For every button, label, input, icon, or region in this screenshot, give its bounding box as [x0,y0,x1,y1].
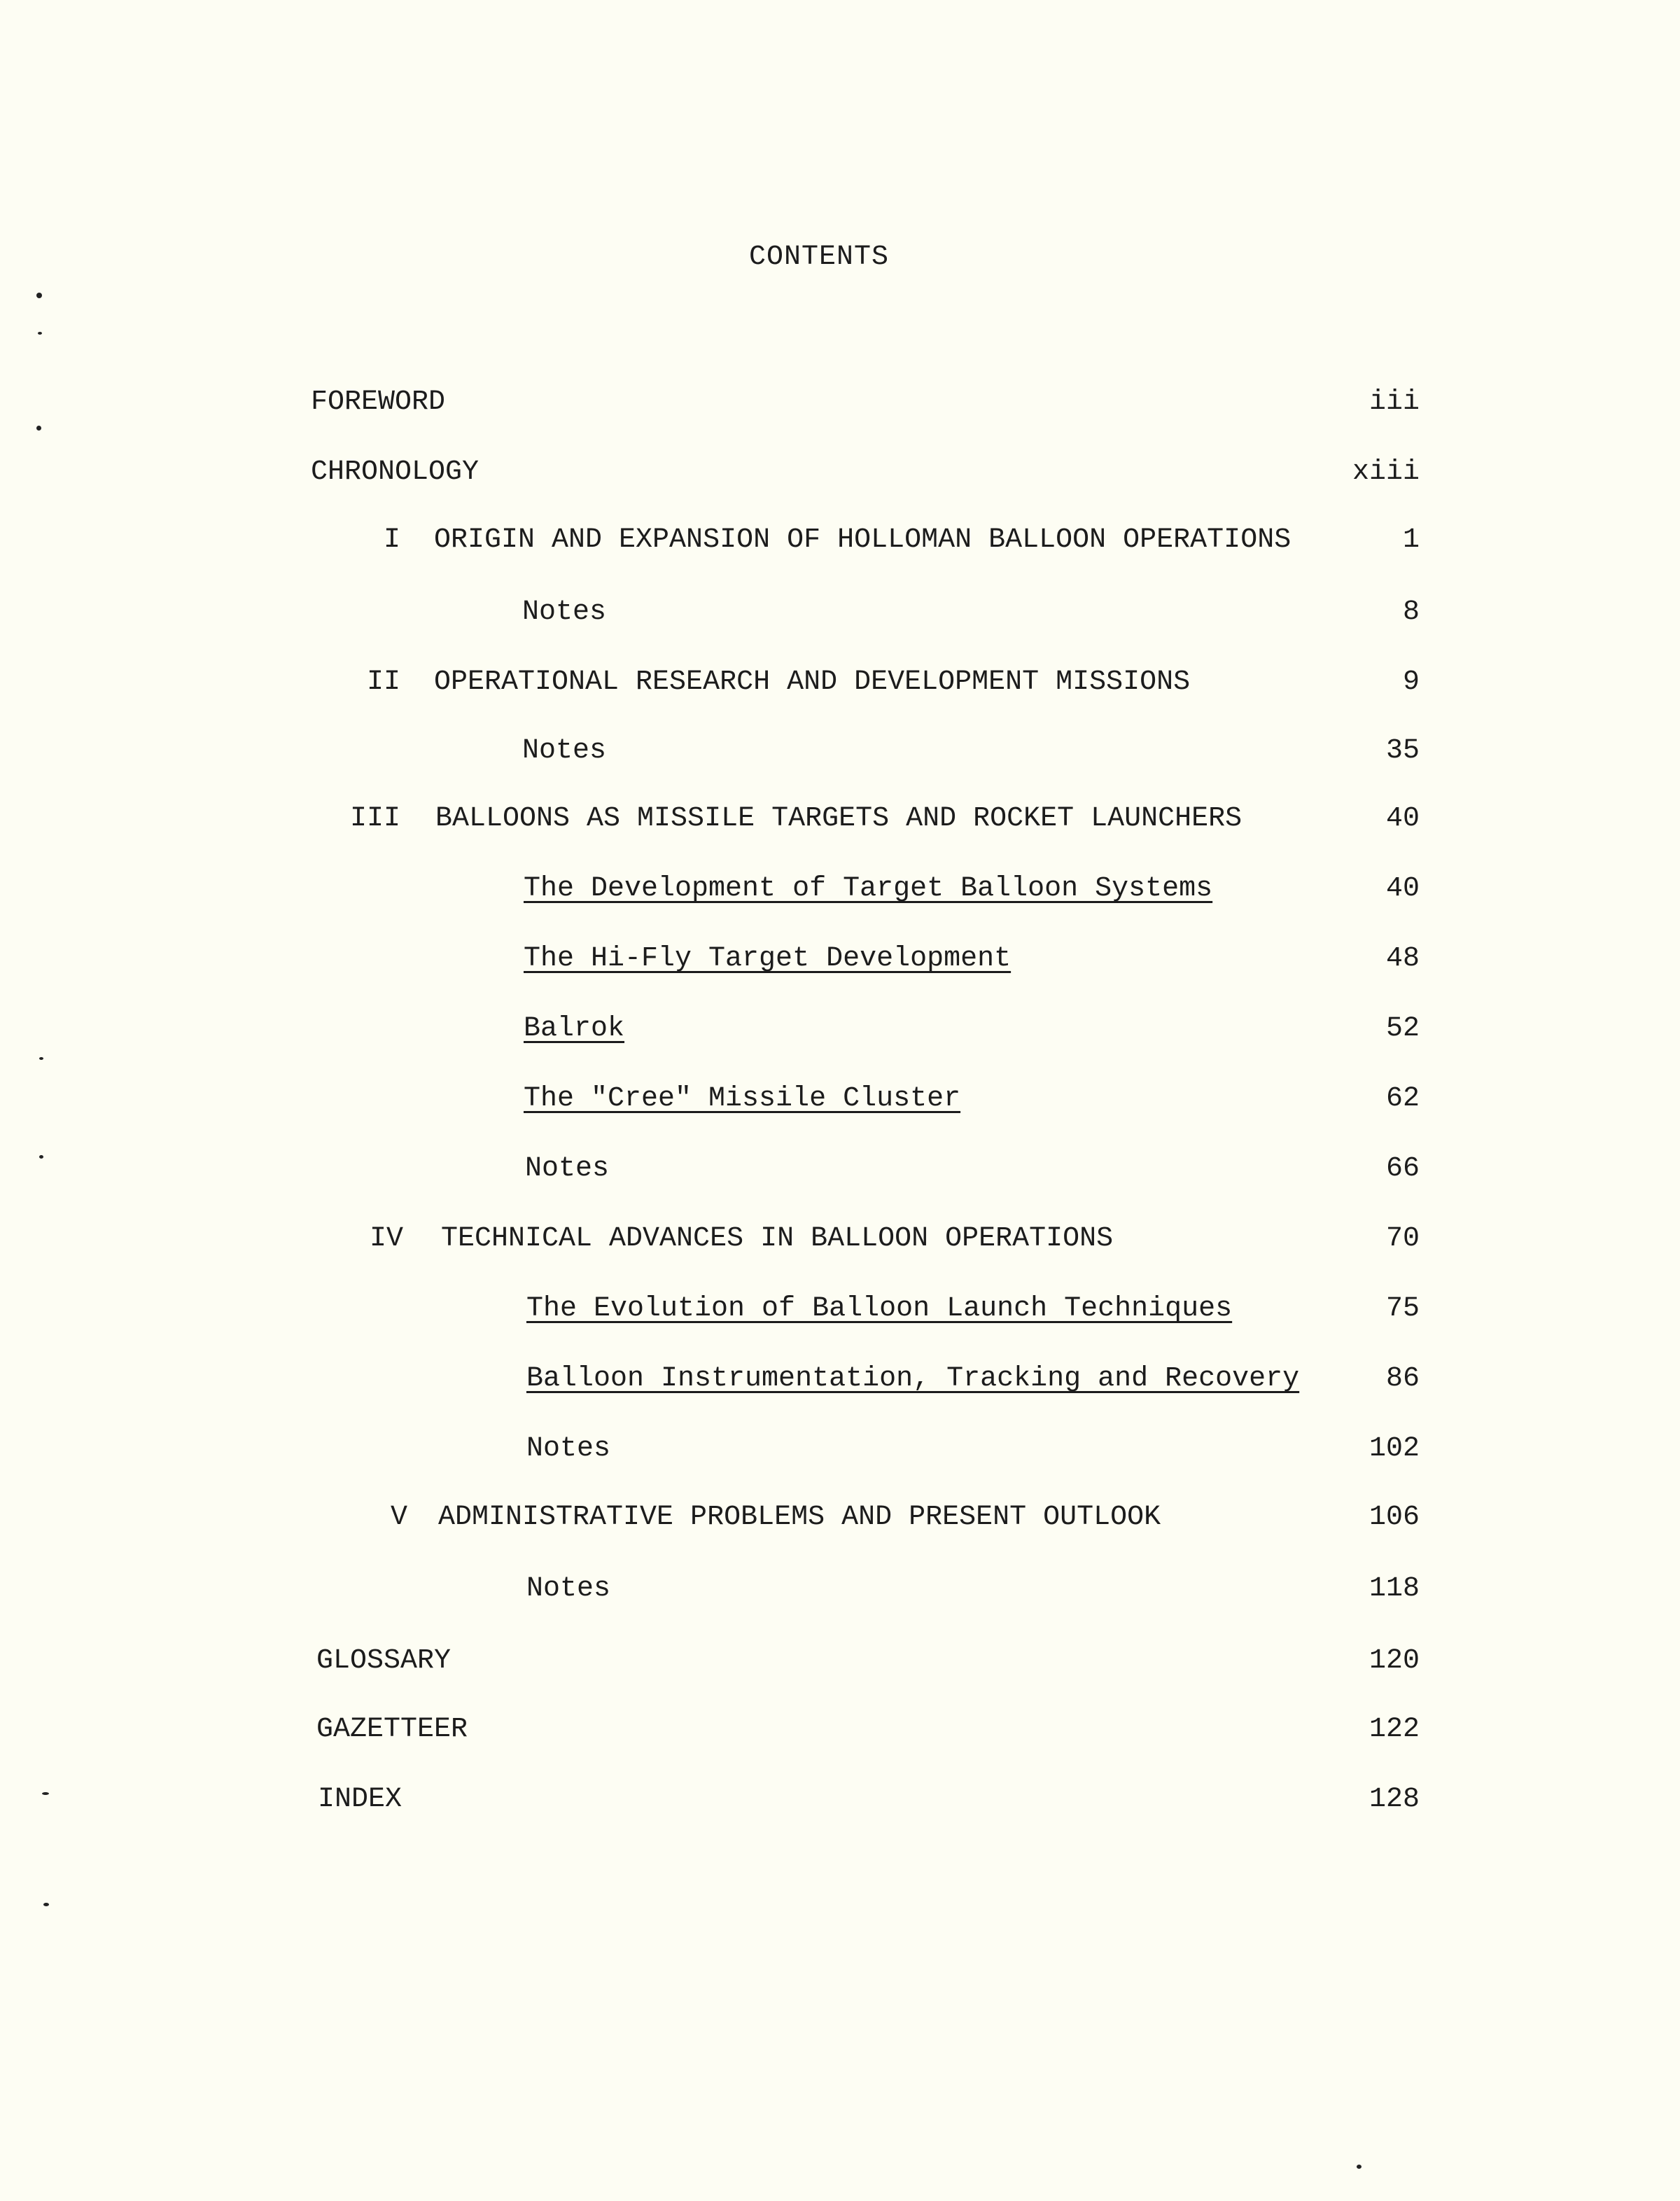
chapter-title: OPERATIONAL RESEARCH AND DEVELOPMENT MISSIONS [434,666,1191,698]
toc-notes-4 [0,1428,1680,1470]
toc-chapter-1 [0,519,1680,561]
toc-section [0,938,1680,980]
notes-label: Notes [522,735,607,767]
toc-entry-label: CHRONOLOGY [311,456,479,488]
notes-label: Notes [526,1573,611,1605]
toc-chapter-4 [0,1218,1680,1260]
scan-speck [36,293,42,298]
section-title: Balrok [524,1013,625,1044]
chapter-number: I [383,524,400,556]
section-title: Balloon Instrumentation, Tracking and Recovery [526,1363,1300,1395]
section-title: The Development of Target Balloon Systems [524,873,1213,904]
toc-entry-page: 35 [1385,735,1420,767]
toc-entry-page: 48 [1385,943,1420,974]
page-title: CONTENTS [748,242,890,273]
toc-chapter-2 [0,662,1680,704]
toc-notes-2 [0,730,1680,772]
toc-entry-page: 70 [1385,1223,1420,1255]
chapter-title: TECHNICAL ADVANCES IN BALLOON OPERATIONS [441,1223,1114,1255]
toc-entry-gazetteer [0,1709,1680,1751]
toc-entry-page: iii [1368,386,1420,418]
toc-entry-page: 128 [1368,1784,1420,1815]
toc-entry-page: 52 [1385,1013,1420,1044]
scan-speck [43,1903,49,1906]
scan-speck [38,332,42,335]
notes-label: Notes [522,596,607,628]
toc-chapter-3 [0,798,1680,840]
toc-chapter-5 [0,1497,1680,1539]
toc-entry-page: 75 [1385,1293,1420,1325]
toc-section [0,1358,1680,1400]
toc-notes-5 [0,1568,1680,1610]
toc-entry-page: 66 [1385,1153,1420,1185]
toc-entry-page: 120 [1368,1645,1420,1677]
chapter-number: II [366,666,400,698]
notes-label: Notes [525,1153,610,1185]
toc-entry-page: 9 [1402,666,1420,698]
toc-entry-page: 1 [1402,524,1420,556]
toc-entry-page: 102 [1368,1433,1420,1465]
toc-entry-chronology [0,452,1680,494]
toc-entry-label: INDEX [318,1784,402,1815]
section-title: The Evolution of Balloon Launch Techniques [526,1293,1233,1325]
toc-section [0,1008,1680,1050]
toc-entry-label: GAZETTEER [316,1714,468,1745]
scan-speck [36,426,41,431]
chapter-title: ORIGIN AND EXPANSION OF HOLLOMAN BALLOON OPERATIONS [434,524,1292,556]
toc-section [0,1288,1680,1330]
scan-speck [39,1057,43,1060]
toc-entry-page: 122 [1368,1714,1420,1745]
toc-entry-page: 40 [1385,803,1420,834]
chapter-number: V [390,1502,407,1533]
toc-entry-page: 62 [1385,1083,1420,1115]
toc-entry-index [0,1779,1680,1821]
toc-entry-page: xiii [1352,456,1420,488]
toc-entry-glossary [0,1640,1680,1682]
toc-entry-foreword [0,382,1680,424]
toc-notes-1 [0,592,1680,634]
toc-entry-page: 118 [1368,1573,1420,1605]
toc-entry-page: 86 [1385,1363,1420,1395]
toc-entry-page: 8 [1402,596,1420,628]
toc-entry-page: 106 [1368,1502,1420,1533]
chapter-title: ADMINISTRATIVE PROBLEMS AND PRESENT OUTLOOK [438,1502,1161,1533]
chapter-title: BALLOONS AS MISSILE TARGETS AND ROCKET LAUNCHERS [435,803,1242,834]
toc-section [0,1078,1680,1120]
chapter-number: IV [369,1223,403,1255]
notes-label: Notes [526,1433,611,1465]
scan-speck [42,1792,49,1795]
toc-section [0,868,1680,910]
section-title: The Hi-Fly Target Development [524,943,1011,974]
scan-speck [1357,2165,1362,2169]
chapter-number: III [349,803,400,834]
toc-entry-label: FOREWORD [311,386,446,418]
scan-speck [39,1155,43,1159]
section-title: The "Cree" Missile Cluster [524,1083,961,1115]
toc-entry-page: 40 [1385,873,1420,904]
toc-entry-label: GLOSSARY [316,1645,451,1677]
toc-notes-3 [0,1148,1680,1190]
